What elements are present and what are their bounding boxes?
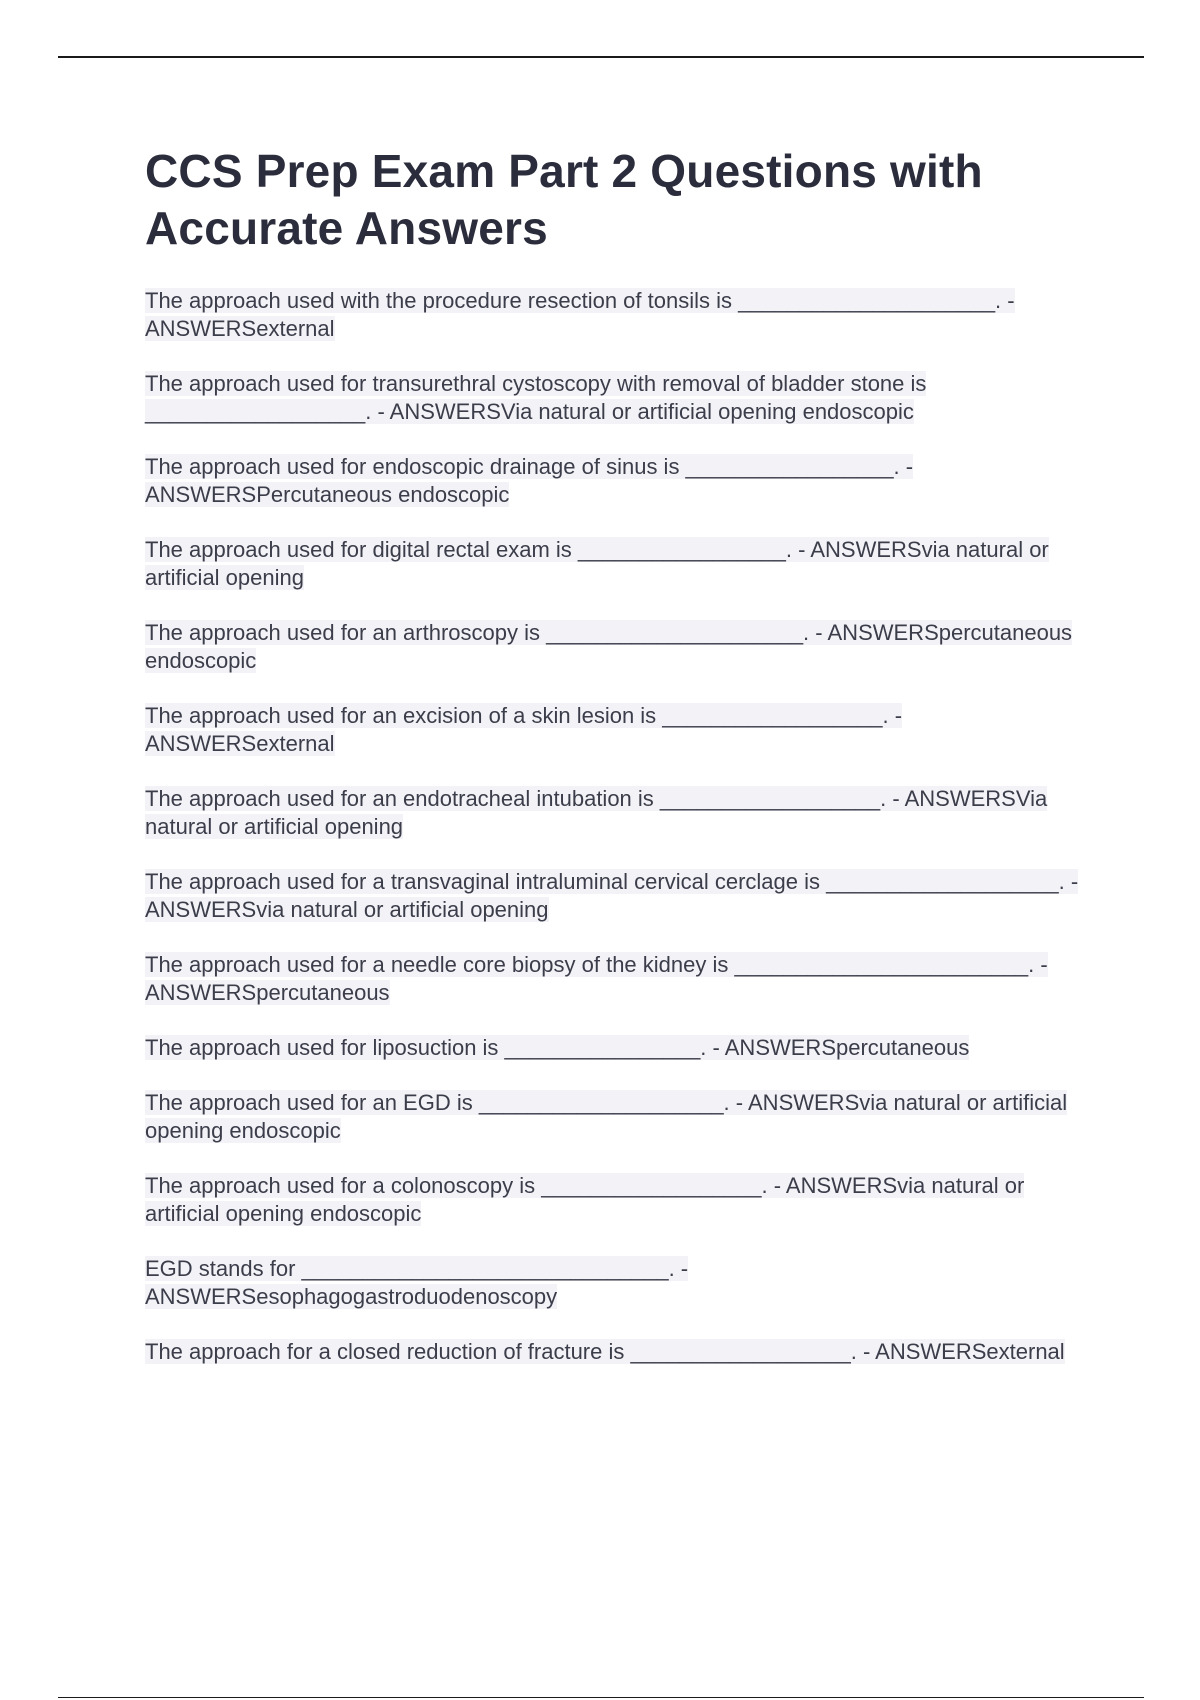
qa-text: The approach used for an arthroscopy is _____________________. - ANSWERSpercutaneous endoscopic: [145, 620, 1073, 673]
qa-text: The approach used for an endotracheal intubation is __________________. - ANSWERSVia natural or artificial opening: [145, 786, 1048, 839]
qa-item: [145, 370, 1090, 426]
qa-text: The approach used for transurethral cystoscopy with removal of bladder stone is __________________. - ANSWERSVia natural or artificial opening endoscopic: [145, 371, 927, 424]
top-rule: [58, 56, 1144, 58]
document-body: [145, 143, 1090, 1393]
qa-item: [145, 1338, 1090, 1366]
qa-item: [145, 785, 1090, 841]
document-title: CCS Prep Exam Part 2 Questions with Accurate Answers: [145, 145, 983, 254]
qa-text: The approach used for endoscopic drainage of sinus is _________________. - ANSWERSPercutaneous endoscopic: [145, 454, 914, 507]
qa-item: [145, 453, 1090, 509]
qa-text: The approach used for a transvaginal intraluminal cervical cerclage is ___________________. - ANSWERSvia natural or artificial opening: [145, 869, 1079, 922]
qa-text: EGD stands for ______________________________. - ANSWERSesophagogastroduodenoscopy: [145, 1256, 689, 1309]
qa-text: The approach used for a colonoscopy is __________________. - ANSWERSvia natural or artificial opening endoscopic: [145, 1173, 1025, 1226]
bottom-rule: [58, 1697, 1144, 1698]
qa-text: The approach used for liposuction is ________________. - ANSWERSpercutaneous: [145, 1035, 970, 1060]
qa-item: [145, 619, 1090, 675]
qa-item: [145, 1172, 1090, 1228]
qa-item: [145, 536, 1090, 592]
qa-item: [145, 287, 1090, 343]
qa-item: [145, 1089, 1090, 1145]
qa-text: The approach used for an EGD is ____________________. - ANSWERSvia natural or artificial opening endoscopic: [145, 1090, 1068, 1143]
qa-item: [145, 868, 1090, 924]
qa-text: The approach used for an excision of a skin lesion is __________________. - ANSWERSexternal: [145, 703, 903, 756]
qa-item: [145, 702, 1090, 758]
qa-text: The approach for a closed reduction of fracture is __________________. - ANSWERSexternal: [145, 1339, 1065, 1364]
qa-text: The approach used for a needle core biopsy of the kidney is ________________________. - ANSWERSpercutaneous: [145, 952, 1048, 1005]
qa-text: The approach used for digital rectal exam is _________________. - ANSWERSvia natural or artificial opening: [145, 537, 1049, 590]
qa-text: The approach used with the procedure resection of tonsils is _____________________. - ANSWERSexternal: [145, 288, 1015, 341]
qa-item: [145, 1255, 1090, 1311]
qa-item: [145, 1034, 1090, 1062]
qa-item: [145, 951, 1090, 1007]
